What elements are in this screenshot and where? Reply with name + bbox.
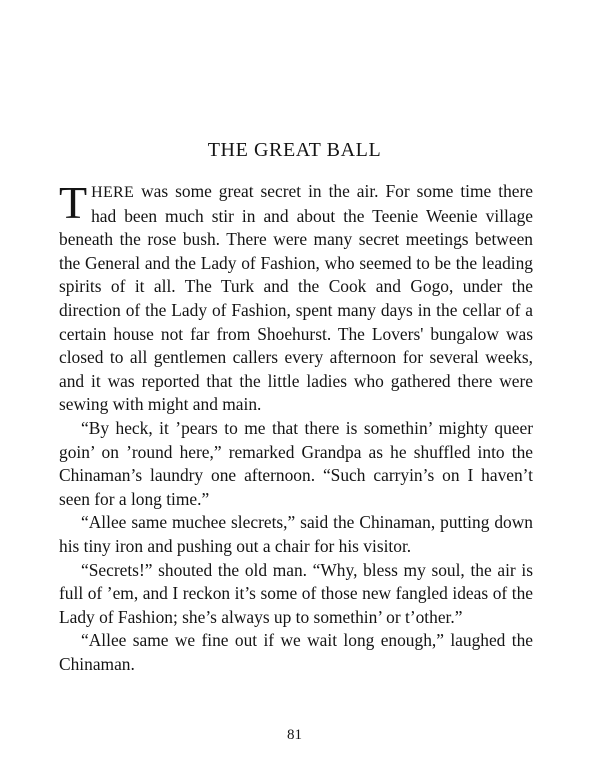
paragraph-5: “Allee same we fine out if we wait long enough,” laughed the Chinaman. xyxy=(59,630,533,674)
paragraph-4: “Secrets!” shouted the old man. “Why, bless my soul, the air is full of ’em, and I reckon it’s some of those new fangled ideas of the Lady of Fashion; she’s always up to somethin’ or t’other.” xyxy=(59,559,533,627)
paragraph-1 xyxy=(59,177,533,417)
body-text xyxy=(59,177,533,676)
chapter-title: THE GREAT BALL xyxy=(207,139,382,161)
opening-word: HERE xyxy=(91,184,135,201)
drop-cap: T xyxy=(59,177,88,228)
paragraph-3: “Allee same muchee slecrets,” said the Chinaman, putting down his tiny iron and pushing out a chair for his visitor. xyxy=(59,512,533,556)
paragraph-2: “By heck, it ’pears to me that there is somethin’ mighty queer goin’ on ’round here,” remarked Grandpa as he shuffled into the Chinaman’s laundry one afternoon. “Such carryin’s on I haven’t seen for a long time.” xyxy=(59,417,533,509)
paragraph-1-text: was some great secret in the air. For some time there had been much stir in and about the Teenie Weenie village beneath the rose bush. There were many secret meetings between the General and the Lady of Fashion, who seemed to be the leading spirits of it all. The Turk and the Cook and Gogo, under the direction of the Lady of Fashion, spent many days in the cellar of a certain house not far from Shoehurst. The Lovers' bungalow was closed to all gentlemen callers every afternoon for several weeks, and it was reported that the little ladies who gathered there were sewing with might and main. xyxy=(59,181,533,415)
page-number: 81 xyxy=(287,727,302,743)
